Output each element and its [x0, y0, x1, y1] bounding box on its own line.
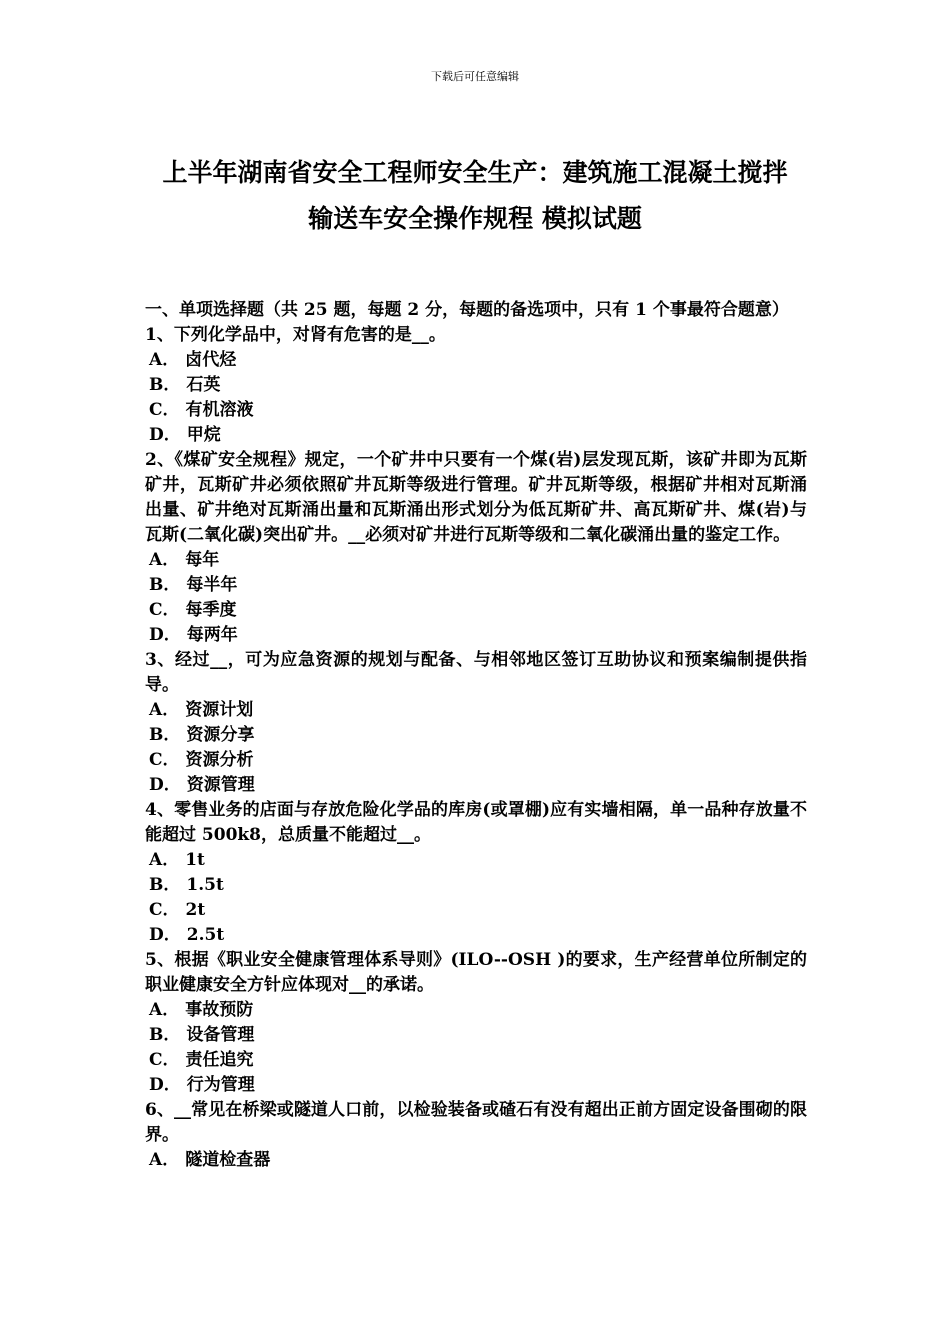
option-text: 每两年 [186, 625, 238, 645]
document-body [145, 298, 807, 1173]
option-b [145, 373, 807, 398]
option-text: 1t [185, 850, 205, 870]
option-text: 责任追究 [185, 1050, 254, 1070]
option-c [145, 598, 807, 623]
title-line-1: 上半年湖南省安全工程师安全生产：建筑施工混凝土搅拌 [162, 158, 788, 187]
option-a [145, 548, 807, 573]
option-a [145, 1148, 807, 1173]
option-a [145, 998, 807, 1023]
option-letter: C． [149, 1050, 180, 1070]
option-letter: C． [149, 750, 180, 770]
option-text: 资源分析 [185, 750, 254, 770]
question-4 [145, 798, 807, 948]
option-letter: A． [149, 350, 180, 370]
option-a [145, 848, 807, 873]
title-line-2: 输送车安全操作规程 模拟试题 [308, 204, 642, 233]
option-letter: D． [149, 425, 181, 445]
option-b [145, 873, 807, 898]
option-b [145, 573, 807, 598]
option-text: 石英 [186, 375, 221, 395]
option-text: 每半年 [186, 575, 238, 595]
option-text: 2.5t [186, 925, 225, 945]
option-letter: D． [149, 775, 181, 795]
option-d [145, 423, 807, 448]
question-text: 1、下列化学品中，对肾有危害的是__。 [145, 325, 446, 345]
option-b [145, 723, 807, 748]
option-text: 资源管理 [186, 775, 255, 795]
option-d [145, 773, 807, 798]
option-c [145, 1048, 807, 1073]
question-1 [145, 323, 807, 448]
question-text: 4、零售业务的店面与存放危险化学品的库房(或罩棚)应有实墙相隔，单一品种存放量不能超过 500k8，总质量不能超过__。 [145, 800, 807, 845]
option-c [145, 398, 807, 423]
option-letter: B． [149, 1025, 181, 1045]
question-6 [145, 1098, 807, 1173]
question-5 [145, 948, 807, 1098]
question-text: 3、经过__，可为应急资源的规划与配备、与相邻地区签订互助协议和预案编制提供指导。 [145, 650, 807, 695]
option-text: 设备管理 [186, 1025, 255, 1045]
option-letter: D． [149, 1075, 181, 1095]
option-text: 事故预防 [185, 1000, 254, 1020]
header-note: 下载后可任意编辑 [431, 70, 519, 83]
option-letter: A． [149, 700, 180, 720]
option-text: 资源分享 [186, 725, 255, 745]
option-letter: A． [149, 1150, 180, 1170]
option-text: 2t [185, 900, 206, 920]
option-b [145, 1023, 807, 1048]
document-title [140, 150, 810, 242]
option-letter: B． [149, 575, 181, 595]
option-letter: D． [149, 625, 181, 645]
option-letter: C． [149, 900, 180, 920]
question-3 [145, 648, 807, 798]
option-d [145, 623, 807, 648]
option-text: 有机溶液 [185, 400, 254, 420]
option-letter: D． [149, 925, 181, 945]
question-text: 5、根据《职业安全健康管理体系导则》(ILO--OSH )的要求，生产经营单位所制定的职业健康安全方针应体现对__的承诺。 [145, 950, 807, 995]
option-d [145, 923, 807, 948]
option-text: 隧道检查器 [185, 1150, 271, 1170]
option-a [145, 348, 807, 373]
section-heading: 一、单项选择题（共 25 题，每题 2 分，每题的备选项中，只有 1 个事最符合题意） [145, 300, 789, 320]
option-text: 1.5t [186, 875, 224, 895]
option-letter: A． [149, 1000, 180, 1020]
question-text: 2、《煤矿安全规程》规定，一个矿井中只要有一个煤(岩)层发现瓦斯，该矿井即为瓦斯矿井，瓦斯矿井必须依照矿井瓦斯等级进行管理。矿井瓦斯等级，根据矿井相对瓦斯涌出量、矿井绝对瓦斯涌出量和瓦斯涌出形式划分为低瓦斯矿井、高瓦斯矿井、煤(岩)与瓦斯(二氧化碳)突出矿井。__必须对矿井进行瓦斯等级和二氧化碳涌出量的鉴定工作。 [145, 450, 807, 545]
option-text: 资源计划 [185, 700, 254, 720]
option-text: 卤代烃 [185, 350, 237, 370]
option-text: 甲烷 [186, 425, 221, 445]
option-c [145, 898, 807, 923]
option-letter: C． [149, 600, 180, 620]
option-a [145, 698, 807, 723]
option-letter: B． [149, 725, 181, 745]
option-c [145, 748, 807, 773]
option-text: 每年 [185, 550, 220, 570]
option-letter: A． [149, 850, 180, 870]
option-text: 每季度 [185, 600, 237, 620]
option-d [145, 1073, 807, 1098]
option-text: 行为管理 [186, 1075, 255, 1095]
question-text: 6、__常见在桥梁或隧道人口前，以检验装备或碴石有没有超出正前方固定设备围砌的限界。 [145, 1100, 807, 1145]
option-letter: B． [149, 875, 181, 895]
question-2 [145, 448, 807, 648]
option-letter: B． [149, 375, 181, 395]
option-letter: C． [149, 400, 180, 420]
option-letter: A． [149, 550, 180, 570]
